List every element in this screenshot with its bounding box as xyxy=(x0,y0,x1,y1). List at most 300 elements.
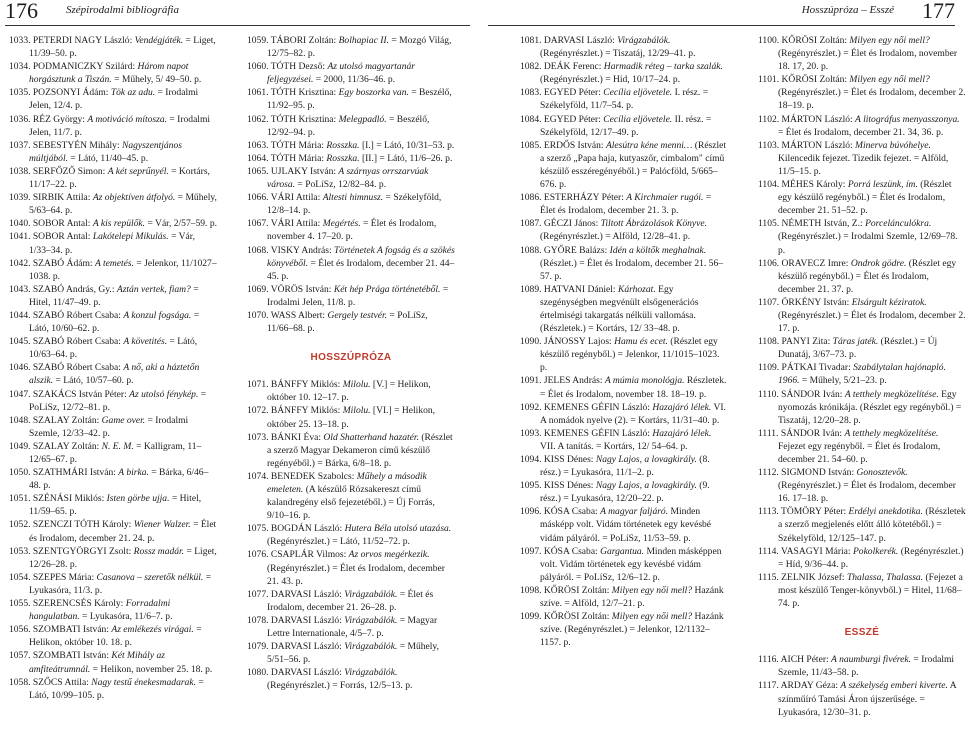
entry-author: DARVASI László: xyxy=(270,641,342,653)
entry-title: A Kirchmaier rugói. xyxy=(626,192,704,204)
entry-number: 1082. xyxy=(520,61,542,73)
entry-number: 1099. xyxy=(520,611,542,623)
entry-source: = Látó, 10/99–105. p. xyxy=(29,676,204,701)
bibliography-entry xyxy=(9,571,217,597)
entry-number: 1053. xyxy=(9,545,31,557)
bibliography-entry xyxy=(9,518,217,544)
entry-title: A követités. xyxy=(123,336,168,348)
entry-title: A magyar faljáró. xyxy=(600,506,669,518)
bibliography-entry xyxy=(247,588,455,614)
entry-source: Egy nyomozás krónikája. (Részlet egy regényből.) = Tiszatáj, 12/20–28. p. xyxy=(778,388,962,426)
entry-number: 1045. xyxy=(9,336,31,348)
entry-source: Minden másképpen volt. Vidám történetek egy kevésbé vidám pályáról. = PoLíSz, 12/6–12. p. xyxy=(540,545,722,583)
entry-number: 1051. xyxy=(9,493,31,505)
entry-number: 1107. xyxy=(758,296,780,308)
entry-title: Milyen egy női mell? xyxy=(849,74,930,86)
entry-title: Cecília eljövetele. xyxy=(603,113,673,125)
entry-number: 1042. xyxy=(9,257,31,269)
entry-title: Tiltott Ábrázolások Könyve. xyxy=(600,218,707,230)
entry-title: Rosszka. xyxy=(326,152,360,164)
entry-number: 1064. xyxy=(247,152,269,164)
entry-title: A két seprűnyél. xyxy=(107,165,169,177)
entry-source: = Élet és Irodalom, december 21. 3. p. xyxy=(540,192,712,217)
entry-number: 1062. xyxy=(247,113,269,125)
entry-number: 1116. xyxy=(758,654,779,666)
bibliography-entry xyxy=(9,623,217,649)
bibliography-entry xyxy=(9,139,217,165)
bibliography-entry xyxy=(9,34,217,60)
bibliography-entry xyxy=(247,522,455,548)
entry-author: PANYI Zita: xyxy=(781,336,831,348)
bibliography-entry xyxy=(520,86,728,112)
entry-number: 1075. xyxy=(247,523,269,535)
entry-title: Porcelánculókra. xyxy=(865,218,932,230)
entry-title: Gargantua. xyxy=(600,545,645,557)
bibliography-entry xyxy=(247,640,455,666)
entry-number: 1105. xyxy=(758,218,780,230)
entry-author: KŐRÖSI Zoltán: xyxy=(781,35,848,46)
entry-title: Altesti himnusz. xyxy=(322,192,384,204)
entry-author: DARVASI László: xyxy=(270,667,342,679)
entry-number: 1077. xyxy=(247,588,269,600)
entry-source: = Műhely, 5/21–23. p. xyxy=(801,375,887,387)
entry-title: Virágzabálók. xyxy=(617,35,671,46)
entry-title: A tetthely megközelítése. xyxy=(844,427,939,439)
entry-number: 1079. xyxy=(247,641,269,653)
entry-title: Harmadik réteg – tarka szalák. xyxy=(603,61,723,73)
entry-source: I. rész. = Székelyföld, 11/7–54. p. xyxy=(540,87,709,112)
entry-title: Pokolkerék. xyxy=(852,545,899,557)
entry-number: 1106. xyxy=(758,257,780,269)
entry-title: Milolu. xyxy=(342,379,371,391)
bibliography-entry xyxy=(758,139,966,178)
entry-author: KÓSA Csaba: xyxy=(543,545,598,557)
entry-source: = Magyar Lettre Internationale, 4/5–7. p. xyxy=(267,614,438,640)
right-page-number: 177 xyxy=(922,0,955,23)
bibliography-entry xyxy=(758,178,966,217)
entry-title: Hazajáró lélek. xyxy=(652,427,712,439)
entry-number: 1055. xyxy=(9,598,31,610)
entry-source: = Műhely, 5/ 49–50. p. xyxy=(114,74,202,86)
entry-number: 1052. xyxy=(9,519,31,531)
entry-source: = Kalligram, 11–12/65–67. p. xyxy=(29,440,202,465)
entry-author: SZŐCS Attila: xyxy=(32,676,89,688)
bibliography-entry xyxy=(9,283,217,309)
entry-author: KŐRÖSI Zoltán: xyxy=(781,74,848,86)
entry-source: VI. A nomádok nyelve (2). = Kortárs, 11/31–40. p. xyxy=(540,401,726,426)
entry-title: Virágzabálók. xyxy=(344,641,398,653)
entry-source: = Irodalmi Jelen, 11/7. p. xyxy=(29,113,211,138)
entry-number: 1060. xyxy=(247,61,269,73)
bibliography-entry xyxy=(9,676,217,702)
bibliography-entry xyxy=(520,610,728,649)
entry-author: SZATHMÁRI István: xyxy=(32,467,116,479)
bibliography-entry xyxy=(9,191,217,217)
entry-author: BENEDEK Szabolcs: xyxy=(270,470,355,482)
entry-title: Porrá leszünk, ím. xyxy=(847,179,918,191)
bibliography-entry xyxy=(758,34,966,73)
entry-source: = Látó, 10/60–62. p. xyxy=(29,309,200,335)
entry-title: Az utolsó fénykép. xyxy=(129,388,199,400)
entry-source: = Bárka, 6/46–48. p. xyxy=(29,467,209,492)
left-running-title: Szépirodalmi bibliográfia xyxy=(66,4,179,16)
bibliography-entry xyxy=(520,217,728,243)
bibliography-entry xyxy=(247,139,455,152)
entry-number: 1058. xyxy=(9,676,31,688)
entry-number: 1080. xyxy=(247,667,269,679)
entry-source: = Beszélő, 11/92–95. p. xyxy=(267,87,452,112)
entry-author: TÖMÖRY Péter: xyxy=(781,506,847,518)
entry-number: 1061. xyxy=(247,87,269,99)
entry-title: Történetek A fogság és a szökés könyvéből. xyxy=(267,244,455,269)
entry-source: (Regényrészlet.) = Látó, 11/52–72. p. xyxy=(267,536,410,548)
entry-source: (Regényrészlet.) = Élet és Irodalom, december 21. 43. p. xyxy=(267,562,445,587)
bibliography-entry xyxy=(758,545,966,571)
entry-number: 1043. xyxy=(9,283,31,295)
entry-number: 1087. xyxy=(520,218,542,230)
entry-source: (Regényrészlet.) = Élet és Irodalom, november 18. 17, 20. p. xyxy=(778,48,958,73)
entry-number: 1069. xyxy=(247,283,269,295)
bibliography-entry xyxy=(9,649,217,675)
entry-source: = Műhely, 5/63–64. p. xyxy=(29,192,217,217)
bibliography-entry xyxy=(758,73,966,112)
bibliography-entry xyxy=(9,165,217,191)
entry-number: 1114. xyxy=(758,545,779,557)
entry-source: = Lyukasóra, 11/3. p. xyxy=(29,571,212,596)
entry-title: Milyen egy női mell? xyxy=(611,611,693,623)
entry-title: A motiváció mítosza. xyxy=(87,113,167,125)
entry-number: 1048. xyxy=(9,414,31,426)
bibliography-entry xyxy=(758,653,966,679)
entry-source: = Mozgó Világ, 12/75–82. p. xyxy=(267,35,452,60)
entry-number: 1035. xyxy=(9,87,31,99)
entry-author: SZOMBATI István: xyxy=(32,624,109,636)
entry-author: ARDAY Géza: xyxy=(780,680,839,692)
bibliography-entry xyxy=(247,378,455,404)
bibliography-entry xyxy=(247,34,455,60)
entry-author: SERFŐZŐ Simon: xyxy=(32,165,106,177)
entry-source: = Hitel, 11/59–65. p. xyxy=(29,493,202,518)
entry-author: SÁNDOR Iván: xyxy=(781,388,843,400)
entry-number: 1050. xyxy=(9,467,31,479)
bibliography-entry xyxy=(758,217,966,256)
entry-source: = PoLíSz, 11/66–68. p. xyxy=(267,309,428,335)
entry-number: 1083. xyxy=(520,87,542,99)
entry-source: [II.] = Látó, 11/6–26. p. xyxy=(361,152,453,164)
entry-author: TÓTH Krisztina: xyxy=(270,87,337,99)
entry-source: = PoLíSz, 12/72–81. p. xyxy=(29,388,207,413)
bibliography-entry xyxy=(9,335,217,361)
entry-source: (Regényrészlet.) = Alföld, 12/28–41. p. xyxy=(540,231,691,243)
entry-source: = Élet és Irodalom, december 21. 26–28. p. xyxy=(267,588,434,613)
bibliography-entry xyxy=(520,584,728,610)
entry-author: KEMENES GÉFIN László: xyxy=(543,401,650,413)
bibliography-entry xyxy=(520,545,728,584)
entry-source: (Részlet.) = Új Dunatáj, 3/67–73. p. xyxy=(778,336,938,361)
entry-source: (A készülő Rózsakereszt című kalandregény első fejezetéből.) = Új Forrás, 9/10–16. p. xyxy=(267,484,435,522)
entry-number: 1076. xyxy=(247,549,269,561)
entry-title: Rosszka. xyxy=(326,139,360,151)
entry-source: = Vár, 2/57–59. p. xyxy=(147,218,217,230)
entry-author: VISKY András: xyxy=(270,244,332,256)
bibliography-entry xyxy=(247,309,455,335)
bibliography-entry xyxy=(9,361,217,387)
entry-title: Lakótelepi Mikulás. xyxy=(92,231,169,243)
bibliography-entry xyxy=(520,335,728,374)
entry-number: 1034. xyxy=(9,61,31,73)
entry-title: Műhely a második emeleten. xyxy=(267,470,427,495)
bibliography-entry xyxy=(247,404,455,430)
entry-author: MÁRTON László: xyxy=(781,139,853,151)
entry-title: N. E. M. xyxy=(101,440,134,452)
entry-source: = Irodalmi Szemle, 11/43–58. p. xyxy=(778,654,955,679)
entry-author: BOGDÁN László: xyxy=(270,523,343,535)
entry-title: Egy boszorka van. xyxy=(338,87,409,99)
entry-number: 1092. xyxy=(520,401,542,413)
entry-number: 1091. xyxy=(520,375,542,387)
bibliography-entry xyxy=(9,440,217,466)
entry-number: 1066. xyxy=(247,192,269,204)
bibliography-entry xyxy=(247,614,455,640)
bibliography-entry xyxy=(520,505,728,544)
entry-source: (Részlet egy készülő regényből.) = Jelenkor, 11/1015–1023. p. xyxy=(540,336,720,374)
entry-title: Forradalmi hangulatban. xyxy=(29,598,171,623)
entry-title: Alesútra kéne menni… xyxy=(605,139,693,151)
entry-author: KISS Dénes: xyxy=(543,454,594,465)
entry-title: A szárnyas orrszarvúak városa. xyxy=(267,165,429,191)
entry-source: (Regényrészlet.) = Híd, 9/36–44. p. xyxy=(778,545,964,570)
entry-source: = Élet és Irodalom, december 21. 34, 36. p. xyxy=(778,126,944,138)
bibliography-entry xyxy=(247,86,455,112)
bibliography-entry xyxy=(247,113,455,139)
entry-number: 1041. xyxy=(9,231,31,243)
entry-author: SZEPES Mária: xyxy=(32,571,95,583)
entry-author: SZÉNÁSI Miklós: xyxy=(32,493,105,505)
entry-title: Két Mihály az amfiteátrumnál. xyxy=(29,650,165,675)
entry-title: Melegpadló. xyxy=(338,113,387,125)
entry-title: Kárhozat. xyxy=(617,283,656,295)
entry-number: 1109. xyxy=(758,362,780,374)
bibliography-entry xyxy=(9,60,217,86)
entry-number: 1094. xyxy=(520,454,542,465)
entry-title: Rossz madár. xyxy=(133,545,185,557)
entry-title: Milyen egy női mell? xyxy=(611,584,693,596)
entry-source: = Látó, 11/40–45. p. xyxy=(70,152,149,164)
entry-number: 1095. xyxy=(520,480,542,492)
entry-source: = Helikon, november 25. 18. p. xyxy=(92,663,213,675)
entry-author: DEÁK Ferenc: xyxy=(543,61,602,73)
bibliography-entry xyxy=(9,466,217,492)
entry-number: 1071. xyxy=(247,379,269,391)
entry-title: Az objektíven átfolyó. xyxy=(92,192,176,204)
entry-author: EGYED Péter: xyxy=(543,113,601,125)
bibliography-entry xyxy=(247,470,455,522)
entry-source: (Részletek a szerző megjelenés előtt álló kötetéből.) = Székelyföld, 12/125–147. p. xyxy=(778,506,966,544)
bibliography-entry xyxy=(247,165,455,191)
entry-title: Hazajáró lélek. xyxy=(652,401,712,413)
entry-source: = Jelenkor, 11/1027–1038. p. xyxy=(29,257,217,282)
bibliography-entry xyxy=(247,217,455,243)
entry-title: Ondrok gödre. xyxy=(850,257,907,269)
entry-number: 1067. xyxy=(247,218,269,230)
entry-title: Három napot horgásztunk a Tiszán. xyxy=(29,61,189,86)
entry-number: 1036. xyxy=(9,113,31,125)
entry-author: KISS Dénes: xyxy=(543,480,594,492)
entry-source: (9. rész.) = Lyukasóra, 12/20–22. p. xyxy=(540,480,710,505)
bibliography-entry xyxy=(758,427,966,466)
entry-number: 1113. xyxy=(758,506,779,518)
entry-number: 1086. xyxy=(520,192,542,204)
entry-number: 1074. xyxy=(247,470,269,482)
entry-number: 1089. xyxy=(520,283,542,295)
bibliography-entry xyxy=(520,479,728,505)
entry-source: Egy szegénységben megvénült elsőgenerációs értelmiségi takargatás nélküli vallomása. (Részletek.) = Kortárs, 12/ 33–48. p. xyxy=(540,283,699,335)
right-running-title: Hosszúpróza – Esszé xyxy=(801,4,894,16)
entry-title: A litográfus menyasszonya. xyxy=(855,113,960,125)
entry-author: BÁNFFY Miklós: xyxy=(270,405,341,417)
entry-number: 1056. xyxy=(9,624,31,636)
entry-title: Szabálytalan hajónapló. 1966. xyxy=(778,362,946,387)
entry-source: II. rész. = Székelyföld, 12/17–49. p. xyxy=(540,113,712,138)
bibliography-entry xyxy=(758,296,966,335)
entry-author: KEMENES GÉFIN László: xyxy=(543,427,650,439)
entry-author: MÁRTON László: xyxy=(781,113,853,125)
entry-number: 1097. xyxy=(520,545,542,557)
entry-source: (Részlet egy készülő regényből.) = Élet és Irodalom, december 21. 37. p. xyxy=(778,257,957,295)
entry-title: Milolu. xyxy=(342,405,371,417)
entry-author: SIGMOND István: xyxy=(781,467,855,479)
entry-source: = Élet és Irodalom, december 21. 24. p. xyxy=(29,519,217,544)
entry-author: SZOMBATI István: xyxy=(32,650,109,662)
entry-author: TÓTH Mária: xyxy=(270,139,324,151)
entry-source: = Liget, 12/26–28. p. xyxy=(29,545,217,570)
entry-title: Wiener Walzer. xyxy=(133,519,191,531)
entry-source: Fejezet egy regényből. = Élet és Irodalom, december 21. 54–60. p. xyxy=(778,440,941,465)
entry-title: Az emlékezés virágai. xyxy=(111,624,194,636)
bibliography-entry xyxy=(247,191,455,217)
entry-author: TÁBORI Zoltán: xyxy=(270,35,337,46)
entry-author: WASS Albert: xyxy=(270,309,326,321)
entry-source: VII. A tanítás. = Kortárs, 12/ 54–64. p. xyxy=(540,440,688,452)
entry-source: A színműíró Tamási Áron újszerűsége. = Lyukasóra, 12/30–31. p. xyxy=(778,680,957,718)
bibliography-entry xyxy=(758,113,966,139)
entry-author: VÁRI Attila: xyxy=(270,192,321,204)
entry-source: = Látó, 10/63–64. p. xyxy=(29,336,198,361)
entry-author: DARVASI László: xyxy=(543,35,615,46)
bibliography-entry xyxy=(247,283,455,309)
entry-number: 1046. xyxy=(9,362,31,374)
bibliography-entry xyxy=(247,431,455,470)
entry-number: 1063. xyxy=(247,139,269,151)
entry-author: SZALAY Zoltán: xyxy=(32,440,100,452)
entry-title: Isten görbe ujja. xyxy=(106,493,170,505)
entry-title: Virágzabálók. xyxy=(344,667,398,679)
entry-author: KŐRÖSI Zoltán: xyxy=(543,611,610,623)
entry-source: = PoLíSz, 12/82–84. p. xyxy=(297,179,387,191)
entry-title: Vendégjáték. xyxy=(134,35,184,46)
entry-source: [V.] = Helikon, október 10. 12–17. p. xyxy=(267,379,431,404)
entry-source: = Műhely, 5/51–56. p. xyxy=(267,641,439,666)
entry-source: (Fejezet a most készülő Tenger-könyvből.) = Hitel, 11/68–74. p. xyxy=(778,571,963,610)
entry-author: SZERENCSÉS Károly: xyxy=(32,598,124,610)
entry-number: 1078. xyxy=(247,614,269,626)
entry-source: = Vár, 1/33–34. p. xyxy=(29,231,195,256)
section-heading-hosszuproza: HOSSZÚPRÓZA xyxy=(310,352,392,364)
entry-title: Megértés. xyxy=(322,218,361,230)
entry-source: = Beszélő, 12/92–94. p. xyxy=(267,113,430,138)
entry-author: SOBOR Antal: xyxy=(32,231,91,243)
bibliography-entry xyxy=(9,388,217,414)
bibliography-entry xyxy=(520,374,728,400)
entry-number: 1081. xyxy=(520,35,542,46)
entry-title: Hutera Béla utolsó utazása. xyxy=(344,523,452,535)
entry-title: Gonosztevők. xyxy=(856,467,908,479)
entry-author: SZABÓ András, Gy.: xyxy=(32,283,115,295)
entry-source: = Irodalmi Jelen, 12/4. p. xyxy=(29,87,199,112)
entry-number: 1098. xyxy=(520,584,542,596)
entry-author: VÖRÖS István: xyxy=(270,283,332,295)
entry-author: AICH Péter: xyxy=(780,654,829,666)
bibliography-entry xyxy=(9,597,217,623)
entry-author: PODMANICZKY Szilárd: xyxy=(32,61,136,73)
entry-source: = 2000, 11/36–46. p. xyxy=(315,74,396,86)
entry-number: 1090. xyxy=(520,336,542,348)
entry-source: (Regényrészlet.) = Irodalmi Szemle, 12/69–78. p. xyxy=(778,231,958,256)
entry-number: 1033. xyxy=(9,35,31,46)
entry-author: ESTERHÁZY Péter: xyxy=(543,192,624,204)
entry-number: 1117. xyxy=(758,680,779,692)
bibliography-entry xyxy=(9,217,217,230)
entry-title: Táras jaték. xyxy=(832,336,879,348)
entry-source: (8. rész.) = Lyukasóra, 11/1–2. p. xyxy=(540,454,710,479)
entry-number: 1101. xyxy=(758,74,780,86)
entry-author: SZABÓ Ádám: xyxy=(32,257,93,269)
entry-source: Kilencedik fejezet. Tizedik fejezet. = Alföld, 11/5–15. p. xyxy=(778,152,949,177)
entry-number: 1084. xyxy=(520,113,542,125)
bibliography-entry xyxy=(758,505,966,544)
entry-author: SZENCZI TÓTH Károly: xyxy=(32,519,132,531)
entry-author: EGYED Péter: xyxy=(543,87,601,99)
entry-author: SZABÓ Róbert Csaba: xyxy=(32,309,121,321)
entry-title: Virágzabálók. xyxy=(344,588,398,600)
entry-title: Az utolsó magyartanár feljegyzései. xyxy=(267,61,415,86)
entry-number: 1068. xyxy=(247,244,269,256)
entry-source: = Helikon, október 10. 18. p. xyxy=(29,624,202,649)
entry-source: (Regényrészlet.) = Híd, 10/17–24. p. xyxy=(540,74,681,86)
entry-author: SOBOR Antal: xyxy=(32,218,91,230)
entry-title: Aztán vertek, fiam? xyxy=(116,283,191,295)
entry-author: ZELNIK József: xyxy=(781,571,845,583)
entry-title: Game over. xyxy=(101,414,146,426)
entry-number: 1115. xyxy=(758,571,779,583)
entry-author: CSAPLÁR Vilmos: xyxy=(270,549,347,561)
entry-author: ÖRKÉNY István: xyxy=(781,296,850,308)
bibliography-entry xyxy=(247,152,455,165)
entry-number: 1049. xyxy=(9,440,31,452)
entry-number: 1070. xyxy=(247,309,269,321)
entry-number: 1112. xyxy=(758,467,779,479)
entry-title: Hamu és ecet. xyxy=(614,336,668,348)
entry-author: UJLAKY István: xyxy=(270,165,337,177)
entry-author: GYŐRE Balázs: xyxy=(543,244,608,256)
entry-title: A tetthely megközelítése. xyxy=(844,388,939,400)
entry-source: (Regényrészlet.) = Tiszatáj, 12/29–41. p. xyxy=(540,48,696,60)
entry-source: = Hitel, 11/47–49. p. xyxy=(29,283,199,308)
entry-number: 1073. xyxy=(247,431,269,443)
entry-number: 1044. xyxy=(9,309,31,321)
entry-number: 1039. xyxy=(9,192,31,204)
entry-number: 1104. xyxy=(758,179,780,191)
